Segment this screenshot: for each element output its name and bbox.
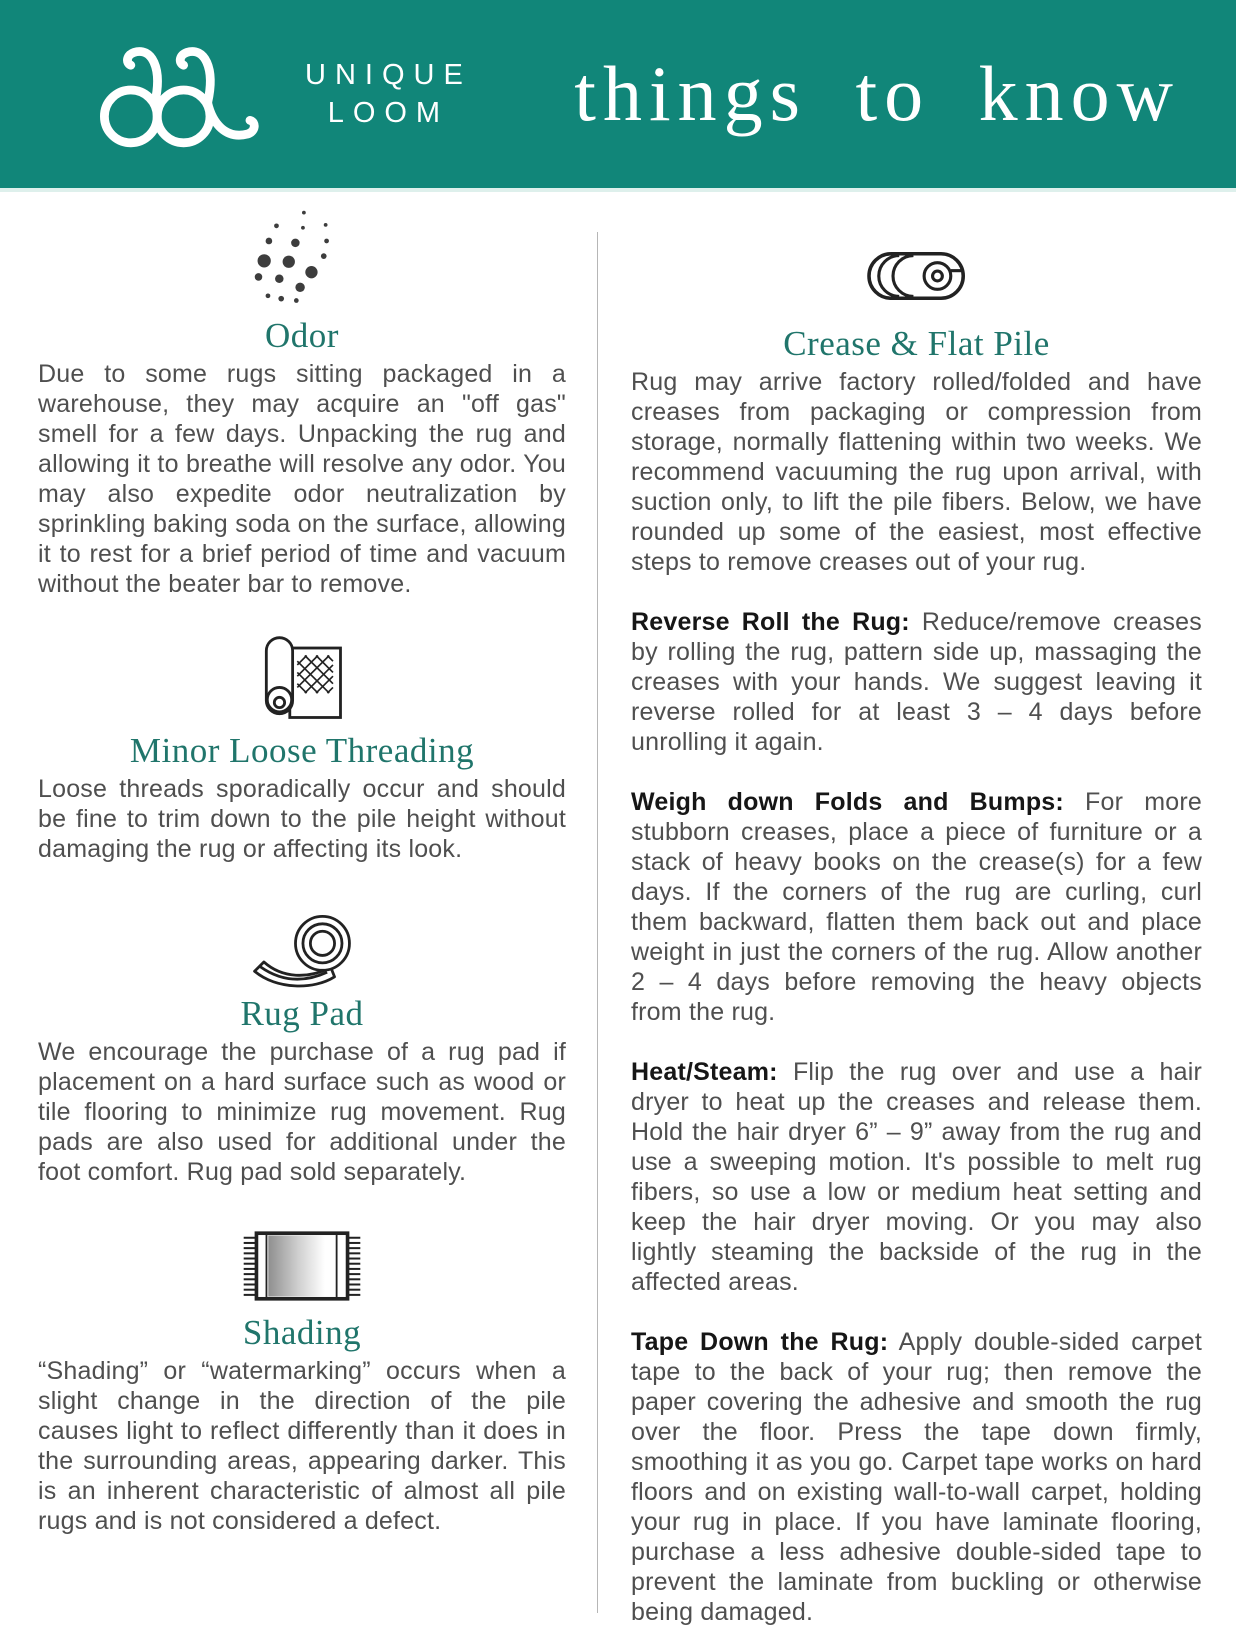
step-reverse-roll	[631, 607, 1202, 757]
shaded-rug-icon	[38, 1225, 566, 1307]
section-heading-odor: Odor	[265, 316, 339, 355]
right-column	[631, 192, 1202, 1627]
content-columns	[0, 192, 1236, 1627]
header-banner	[0, 0, 1236, 192]
step-heat-steam	[631, 1057, 1202, 1297]
brand-name-line1: UNIQUE	[305, 59, 472, 91]
brand-name-line2: LOOM	[327, 97, 450, 129]
odor-dots-icon	[38, 206, 566, 310]
section-shading	[38, 1225, 566, 1536]
section-body-shading: “Shading” or “watermarking” occurs when a slight change in the direction of the pile causes light to reflect differently than it does in the surrounding areas, appearing darker. This is an inherent characteristic of almost all pile rugs and is not considered a defect.	[38, 1357, 566, 1535]
left-column	[38, 192, 566, 1627]
step-reverse-roll-text: Reduce/remove creases by rolling the rug, pattern side up, massaging the creases with your hands. We suggest leaving it reverse rolled for at least 3 – 4 days before unrolling it again.	[631, 608, 1202, 756]
section-loose-threading	[38, 633, 566, 864]
step-tape-down	[631, 1327, 1202, 1627]
section-heading-threading: Minor Loose Threading	[129, 731, 475, 770]
step-heat-steam-lead: Heat/Steam:	[631, 1058, 778, 1086]
section-heading-shading: Shading	[242, 1313, 362, 1352]
section-rug-pad	[38, 908, 566, 1187]
section-heading-crease: Crease & Flat Pile	[783, 324, 1050, 363]
page-title: things to know	[574, 50, 1180, 137]
step-weigh-down-lead: Weigh down Folds and Bumps:	[631, 788, 1064, 816]
section-intro-crease: Rug may arrive factory rolled/folded and have creases from packaging or compression from storage, normally flattening within two weeks. We recommend vacuuming the rug upon arrival, with suction only, to lift the pile fibers. Below, we have rounded up some of the easiest, most effective steps to remove creases out of your rug.	[631, 368, 1202, 576]
brand-name	[296, 56, 472, 132]
section-body-odor: Due to some rugs sitting packaged in a warehouse, they may acquire an "off gas" smell for a few days. Unpacking the rug and allowing it to breathe will resolve any odor. You may also expedite odor neutralization by sprinkling baking soda on the surface, allowing it to rest for a brief period of time and vacuum without the beater bar to remove.	[38, 360, 566, 598]
step-tape-down-text: Apply double-sided carpet tape to the back of your rug; then remove the paper covering the adhesive and smooth the rug over the floor. Press the tape down firmly, smoothing it as you go. Carpet tape works on hard floors and on existing wall-to-wall carpet, holding your rug in place. If you have laminate flooring, purchase a less adhesive double-sided tape to prevent the laminate from buckling or otherwise being damaged.	[631, 1328, 1202, 1626]
step-weigh-down-text: For more stubborn creases, place a piece of furniture or a stack of heavy books on the crease(s) for a few days. If the corners of the rug are curling, curl them backward, flatten them back out and place weight in just the corners of the rug. Allow another 2 – 4 days before removing the heavy objects from the rug.	[631, 788, 1202, 1026]
column-divider	[597, 232, 598, 1613]
section-body-threading: Loose threads sporadically occur and should be fine to trim down to the pile height without damaging the rug or affecting its look.	[38, 775, 566, 863]
step-reverse-roll-lead: Reverse Roll the Rug:	[631, 608, 910, 636]
step-tape-down-lead: Tape Down the Rug:	[631, 1328, 889, 1356]
section-body-rug-pad: We encourage the purchase of a rug pad if placement on a hard surface such as wood or tile flooring to minimize rug movement. Rug pads are also used for additional under the foot comfort. Rug pad sold separately.	[38, 1038, 566, 1186]
section-odor	[38, 206, 566, 599]
tape-roll-icon	[38, 908, 566, 988]
step-heat-steam-text: Flip the rug over and use a hair dryer to heat up the creases and release them. Hold the hair dryer 6” – 9” away from the rug and use a sweeping motion. It's possible to melt rug fibers, so use a low or medium heat setting and keep the hair dryer moving. Or you may also lightly steaming the backside of the rug in the affected areas.	[631, 1058, 1202, 1296]
rolled-rug-spiral-icon	[631, 244, 1202, 308]
step-weigh-down	[631, 787, 1202, 1027]
section-heading-rug-pad: Rug Pad	[240, 994, 364, 1033]
unique-loom-logo-icon	[94, 33, 270, 155]
rolled-rug-icon	[38, 633, 566, 725]
brand-logo	[94, 33, 472, 155]
